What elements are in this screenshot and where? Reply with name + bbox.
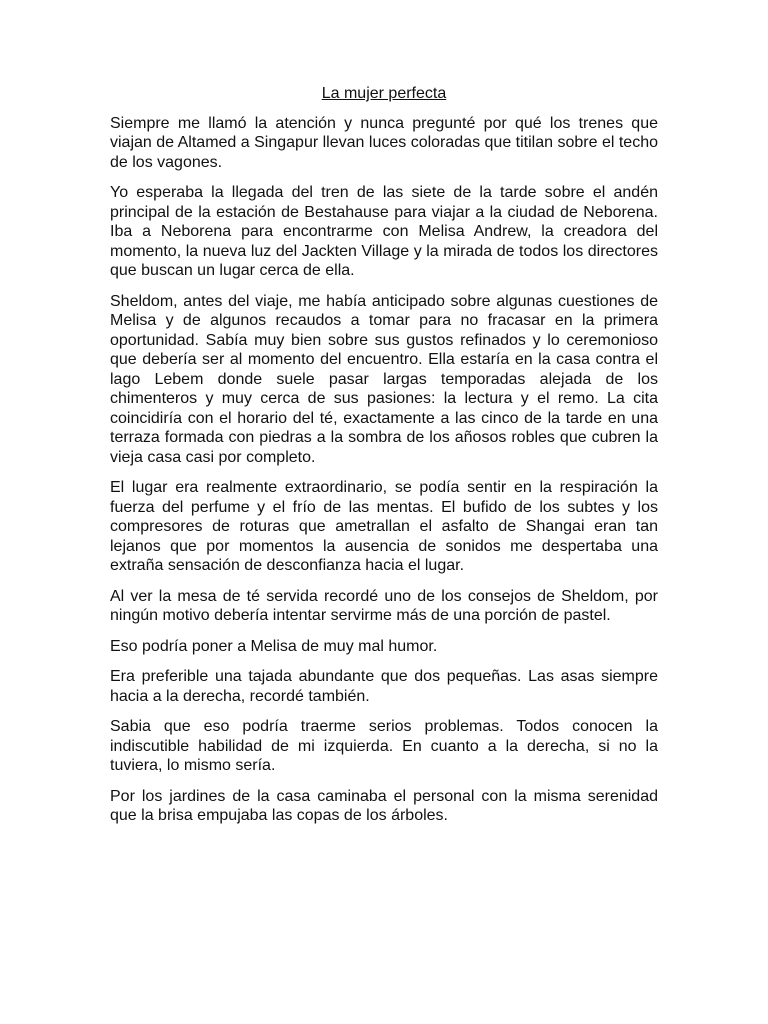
paragraph-9: Por los jardines de la casa caminaba el personal con la misma serenidad que la brisa empujaba las copas de los árboles.: [110, 787, 658, 824]
paragraph-6: Eso podría poner a Melisa de muy mal humor.: [110, 637, 438, 655]
paragraph-7: Era preferible una tajada abundante que dos pequeñas. Las asas siempre hacia a la derecha, recordé también.: [110, 668, 658, 705]
paragraph-8: Sabia que eso podría traerme serios problemas. Todos conocen la indiscutible habilidad de mi izquierda. En cuanto a la derecha, si no la tuviera, lo mismo sería.: [110, 718, 658, 774]
paragraph-1: Siempre me llamó la atención y nunca pregunté por qué los trenes que viajan de Altamed a Singapur llevan luces coloradas que titilan sobre el techo de los vagones.: [110, 114, 658, 171]
paragraph-3: Sheldom, antes del viaje, me había anticipado sobre algunas cuestiones de Melisa y de algunos recaudos a tomar para no fracasar en la primera oportunidad. Sabía muy bien sobre sus gustos refinados y lo ceremonioso que debería ser al momento del encuentro. Ella estaría en la casa contra el lago Lebem donde suele pasar largas temporadas alejada de los chimenteros y muy cerca de sus pasiones: la lectura y el remo. La cita coincidiría con el horario del té, exactamente a las cinco de la tarde en una terraza formada con piedras a la sombra de los añosos robles que cubren la vieja casa casi por completo.: [110, 292, 658, 466]
paragraph-4: El lugar era realmente extraordinario, se podía sentir en la respiración la fuerza del perfume y el frío de las mentas. El bufido de los subtes y los compresores de roturas que ametrallan el asfalto de Shangai eran tan lejanos que por momentos la ausencia de sonidos me despertaba una extraña sensación de desconfianza hacia el lugar.: [110, 479, 658, 574]
paragraph-5: Al ver la mesa de té servida recordé uno de los consejos de Sheldom, por ningún motivo debería intentar servirme más de una porción de pastel.: [110, 587, 658, 624]
document-page: [110, 84, 658, 837]
document-title: La mujer perfecta: [321, 85, 447, 102]
paragraph-2: Yo esperaba la llegada del tren de las siete de la tarde sobre el andén principal de la estación de Bestahause para viajar a la ciudad de Neborena. Iba a Neborena para encontrarme con Melisa Andrew, la creadora del momento, la nueva luz del Jackten Village y la mirada de todos los directores que buscan un lugar cerca de ella.: [110, 184, 658, 279]
